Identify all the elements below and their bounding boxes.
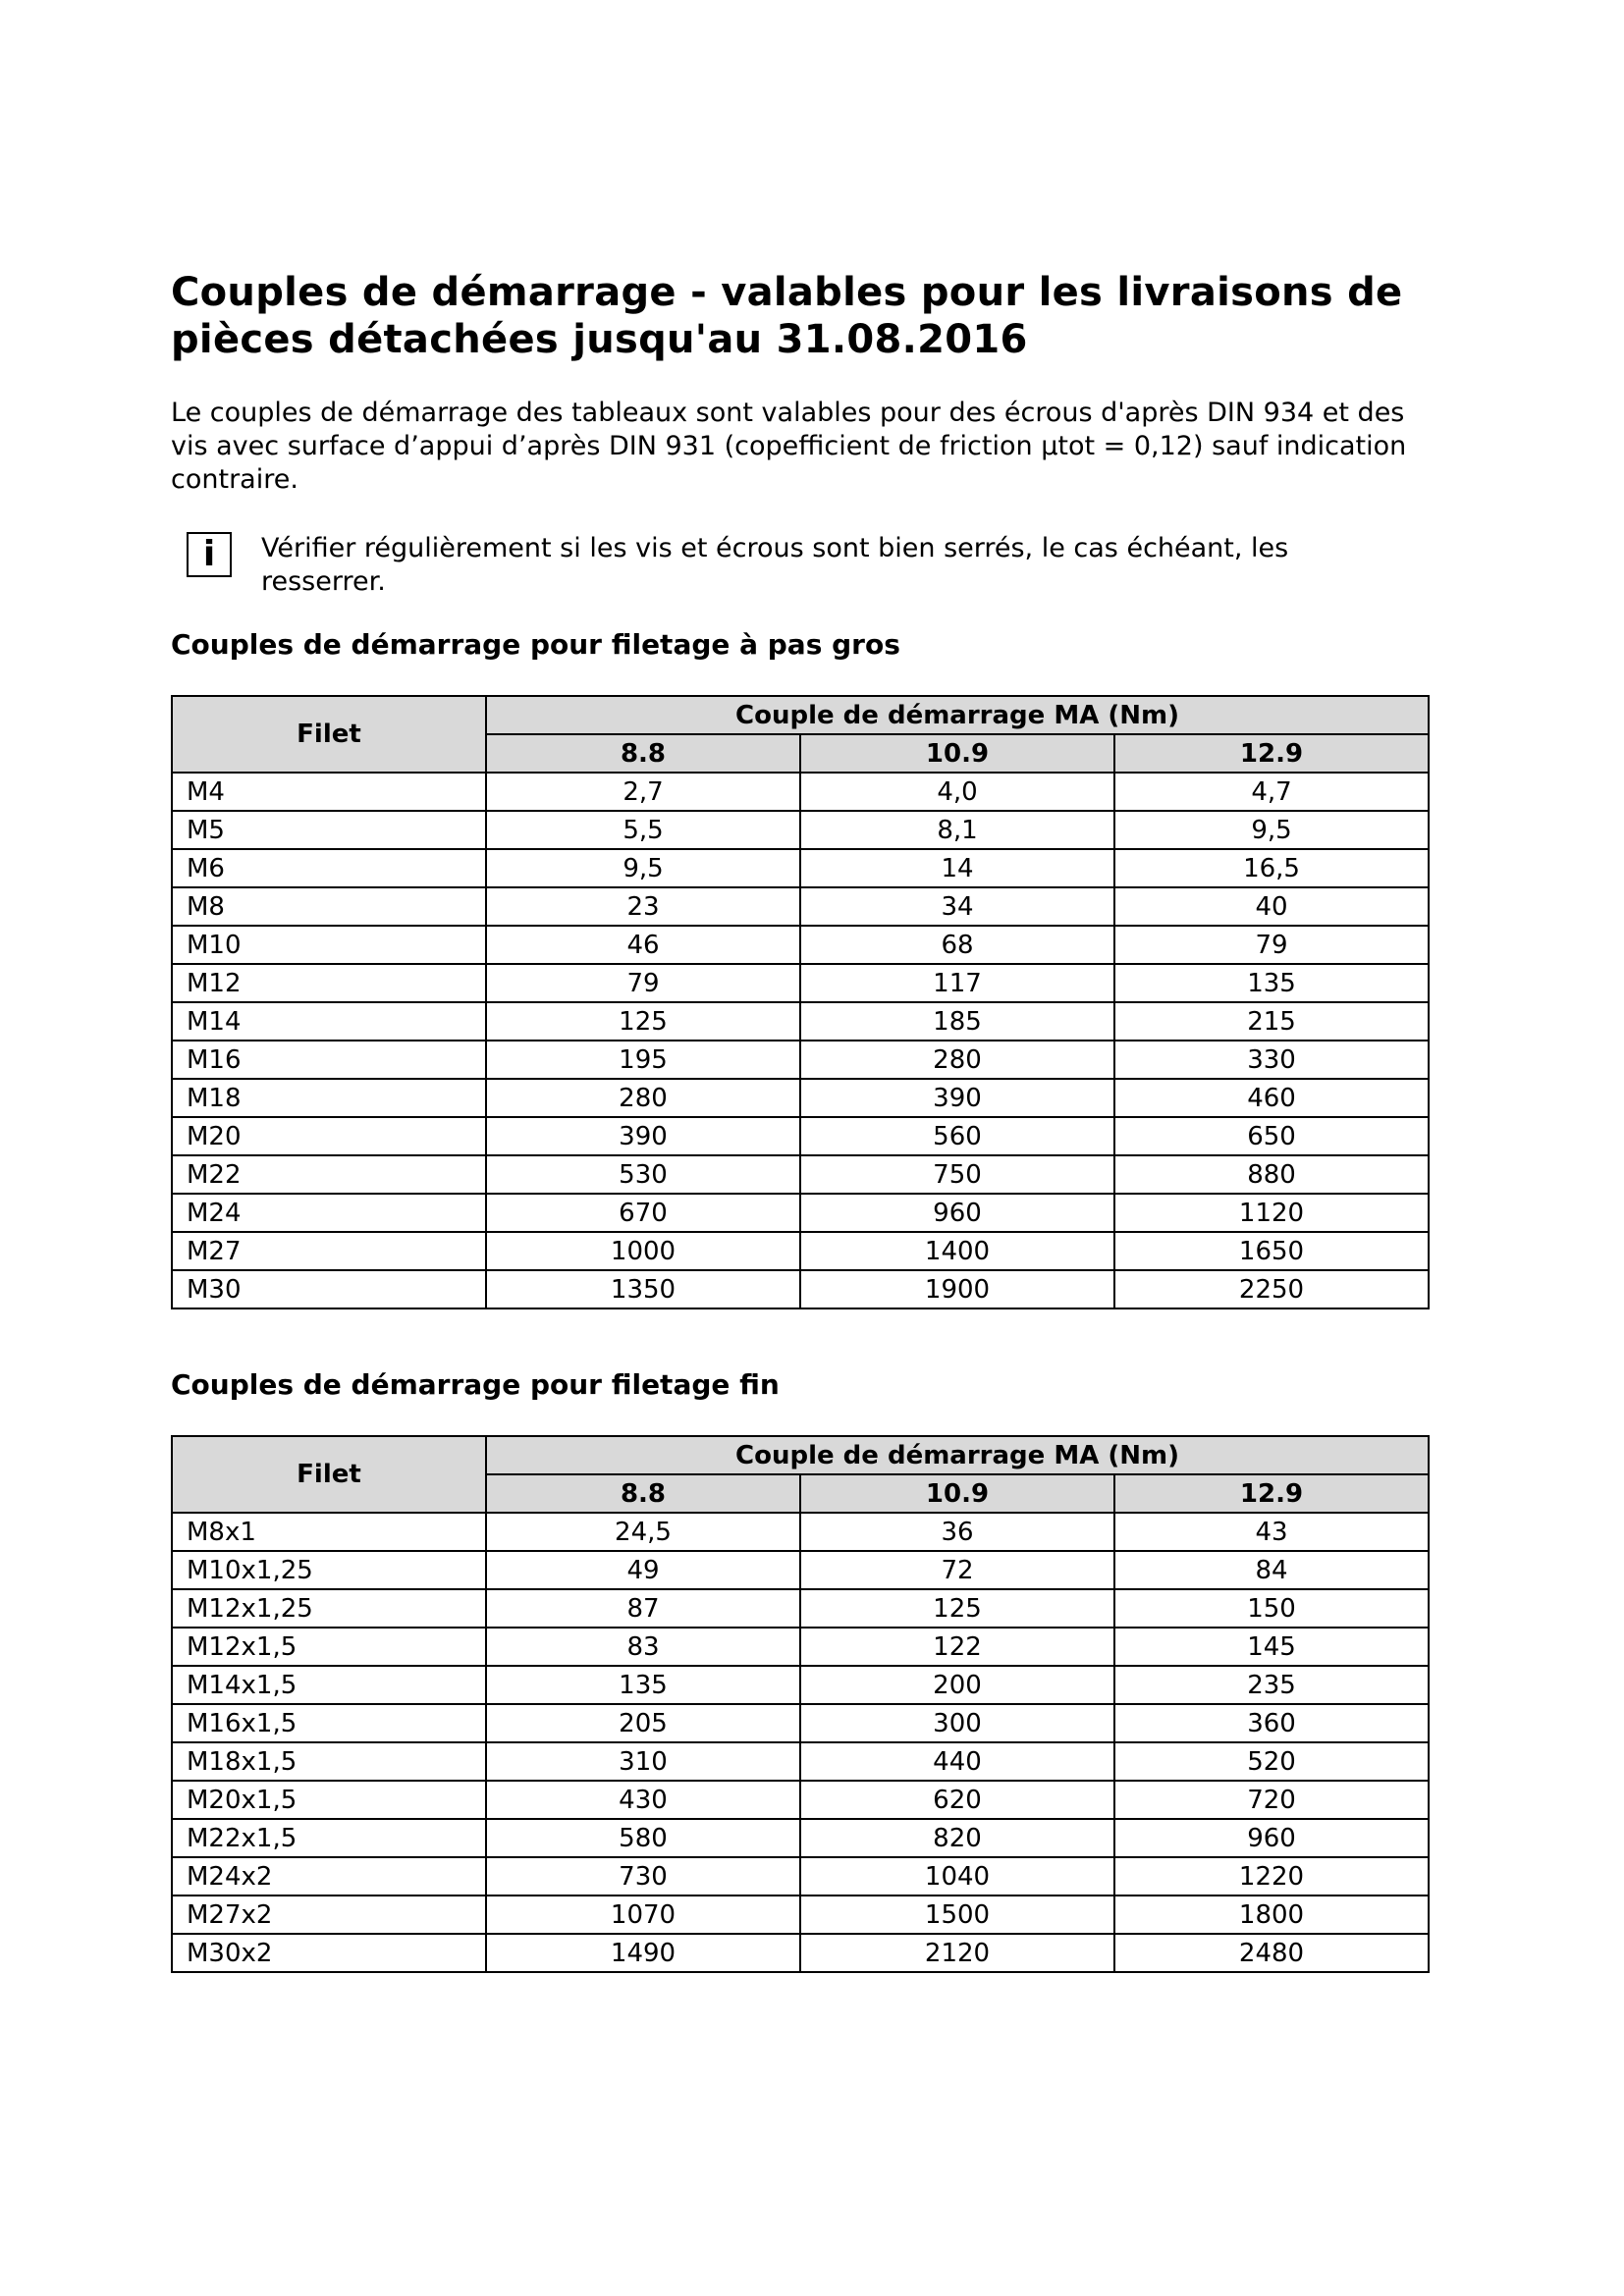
torque-value-cell: 730 xyxy=(486,1857,800,1896)
grade-header: 12.9 xyxy=(1114,734,1429,773)
grade-header: 10.9 xyxy=(800,734,1114,773)
coarse-thread-table xyxy=(171,695,1430,1309)
coarse-thread-heading: Couples de démarrage pour filetage à pas gros xyxy=(171,628,900,661)
torque-value-cell: 560 xyxy=(800,1117,1114,1155)
torque-value-cell: 4,0 xyxy=(800,773,1114,811)
table-row xyxy=(172,1270,1429,1308)
torque-value-cell: 68 xyxy=(800,926,1114,964)
thread-size-cell: M10x1,25 xyxy=(172,1551,486,1589)
grade-header: 8.8 xyxy=(486,734,800,773)
table-row xyxy=(172,811,1429,849)
info-note: Vérifier régulièrement si les vis et écrous sont bien serrés, le cas échéant, les resserrer. xyxy=(261,533,1289,597)
thread-size-cell: M20 xyxy=(172,1117,486,1155)
torque-value-cell: 125 xyxy=(486,1002,800,1041)
torque-value-cell: 145 xyxy=(1114,1628,1429,1666)
torque-value-cell: 620 xyxy=(800,1781,1114,1819)
torque-value-cell: 49 xyxy=(486,1551,800,1589)
torque-value-cell: 820 xyxy=(800,1819,1114,1857)
torque-value-cell: 34 xyxy=(800,887,1114,926)
table-row xyxy=(172,964,1429,1002)
torque-value-cell: 1900 xyxy=(800,1270,1114,1308)
table-row xyxy=(172,1155,1429,1194)
grade-header: 10.9 xyxy=(800,1474,1114,1513)
torque-value-cell: 530 xyxy=(486,1155,800,1194)
fine-table-body xyxy=(172,1513,1429,1972)
table-row xyxy=(172,1704,1429,1742)
thread-size-cell: M6 xyxy=(172,849,486,887)
torque-value-cell: 1350 xyxy=(486,1270,800,1308)
torque-value-cell: 2250 xyxy=(1114,1270,1429,1308)
torque-value-cell: 650 xyxy=(1114,1117,1429,1155)
torque-value-cell: 2,7 xyxy=(486,773,800,811)
torque-value-cell: 310 xyxy=(486,1742,800,1781)
intro-paragraph: Le couples de démarrage des tableaux sont valables pour des écrous d'après DIN 934 et des vis avec surface d’appui d’après DIN 931 (copefficient de friction µtot = 0,12) sauf indication contraire. xyxy=(171,398,1407,495)
page-title: Couples de démarrage - valables pour les livraisons de pièces détachées jusqu'au 31.08.2016 xyxy=(171,270,1403,362)
torque-value-cell: 84 xyxy=(1114,1551,1429,1589)
torque-value-cell: 23 xyxy=(486,887,800,926)
filet-header: Filet xyxy=(172,696,486,773)
torque-value-cell: 5,5 xyxy=(486,811,800,849)
table-row xyxy=(172,1819,1429,1857)
table-row xyxy=(172,1513,1429,1551)
torque-value-cell: 205 xyxy=(486,1704,800,1742)
thread-size-cell: M12x1,25 xyxy=(172,1589,486,1628)
table-row xyxy=(172,1232,1429,1270)
torque-value-cell: 280 xyxy=(800,1041,1114,1079)
thread-size-cell: M30x2 xyxy=(172,1934,486,1972)
torque-value-cell: 200 xyxy=(800,1666,1114,1704)
thread-size-cell: M30 xyxy=(172,1270,486,1308)
torque-value-cell: 79 xyxy=(1114,926,1429,964)
grade-header: 12.9 xyxy=(1114,1474,1429,1513)
torque-value-cell: 1650 xyxy=(1114,1232,1429,1270)
torque-value-cell: 460 xyxy=(1114,1079,1429,1117)
table-row xyxy=(172,1781,1429,1819)
torque-value-cell: 960 xyxy=(800,1194,1114,1232)
torque-value-cell: 520 xyxy=(1114,1742,1429,1781)
torque-value-cell: 9,5 xyxy=(486,849,800,887)
torque-value-cell: 122 xyxy=(800,1628,1114,1666)
torque-value-cell: 72 xyxy=(800,1551,1114,1589)
thread-size-cell: M18x1,5 xyxy=(172,1742,486,1781)
torque-value-cell: 1120 xyxy=(1114,1194,1429,1232)
torque-value-cell: 36 xyxy=(800,1513,1114,1551)
thread-size-cell: M10 xyxy=(172,926,486,964)
table-row xyxy=(172,887,1429,926)
torque-value-cell: 1500 xyxy=(800,1896,1114,1934)
thread-size-cell: M8 xyxy=(172,887,486,926)
torque-value-cell: 14 xyxy=(800,849,1114,887)
filet-header: Filet xyxy=(172,1436,486,1513)
grade-header: 8.8 xyxy=(486,1474,800,1513)
torque-value-cell: 24,5 xyxy=(486,1513,800,1551)
torque-group-header: Couple de démarrage MA (Nm) xyxy=(486,1436,1429,1474)
thread-size-cell: M16x1,5 xyxy=(172,1704,486,1742)
torque-value-cell: 1040 xyxy=(800,1857,1114,1896)
coarse-table-body xyxy=(172,773,1429,1308)
table-row xyxy=(172,1666,1429,1704)
torque-value-cell: 1800 xyxy=(1114,1896,1429,1934)
torque-value-cell: 390 xyxy=(486,1117,800,1155)
table-row xyxy=(172,1857,1429,1896)
thread-size-cell: M16 xyxy=(172,1041,486,1079)
thread-size-cell: M12 xyxy=(172,964,486,1002)
torque-value-cell: 215 xyxy=(1114,1002,1429,1041)
torque-value-cell: 2480 xyxy=(1114,1934,1429,1972)
torque-value-cell: 4,7 xyxy=(1114,773,1429,811)
torque-value-cell: 720 xyxy=(1114,1781,1429,1819)
torque-value-cell: 880 xyxy=(1114,1155,1429,1194)
torque-group-header: Couple de démarrage MA (Nm) xyxy=(486,696,1429,734)
thread-size-cell: M14 xyxy=(172,1002,486,1041)
thread-size-cell: M8x1 xyxy=(172,1513,486,1551)
torque-value-cell: 1220 xyxy=(1114,1857,1429,1896)
info-icon: i xyxy=(187,532,232,577)
torque-value-cell: 185 xyxy=(800,1002,1114,1041)
torque-value-cell: 430 xyxy=(486,1781,800,1819)
torque-value-cell: 135 xyxy=(1114,964,1429,1002)
torque-value-cell: 79 xyxy=(486,964,800,1002)
thread-size-cell: M22x1,5 xyxy=(172,1819,486,1857)
thread-size-cell: M4 xyxy=(172,773,486,811)
torque-value-cell: 960 xyxy=(1114,1819,1429,1857)
torque-value-cell: 360 xyxy=(1114,1704,1429,1742)
thread-size-cell: M22 xyxy=(172,1155,486,1194)
torque-value-cell: 117 xyxy=(800,964,1114,1002)
thread-size-cell: M27 xyxy=(172,1232,486,1270)
table-row xyxy=(172,1117,1429,1155)
torque-value-cell: 9,5 xyxy=(1114,811,1429,849)
table-row xyxy=(172,1002,1429,1041)
torque-value-cell: 235 xyxy=(1114,1666,1429,1704)
thread-size-cell: M12x1,5 xyxy=(172,1628,486,1666)
torque-value-cell: 87 xyxy=(486,1589,800,1628)
table-row xyxy=(172,1589,1429,1628)
fine-thread-table xyxy=(171,1435,1430,1973)
torque-value-cell: 390 xyxy=(800,1079,1114,1117)
thread-size-cell: M20x1,5 xyxy=(172,1781,486,1819)
fine-thread-heading: Couples de démarrage pour filetage fin xyxy=(171,1368,780,1401)
torque-value-cell: 580 xyxy=(486,1819,800,1857)
torque-value-cell: 670 xyxy=(486,1194,800,1232)
torque-value-cell: 83 xyxy=(486,1628,800,1666)
torque-value-cell: 300 xyxy=(800,1704,1114,1742)
table-row xyxy=(172,1041,1429,1079)
table-row xyxy=(172,1742,1429,1781)
torque-value-cell: 135 xyxy=(486,1666,800,1704)
torque-value-cell: 330 xyxy=(1114,1041,1429,1079)
table-row xyxy=(172,1551,1429,1589)
torque-value-cell: 8,1 xyxy=(800,811,1114,849)
torque-value-cell: 440 xyxy=(800,1742,1114,1781)
torque-value-cell: 2120 xyxy=(800,1934,1114,1972)
thread-size-cell: M24 xyxy=(172,1194,486,1232)
torque-value-cell: 16,5 xyxy=(1114,849,1429,887)
torque-value-cell: 750 xyxy=(800,1155,1114,1194)
thread-size-cell: M18 xyxy=(172,1079,486,1117)
torque-value-cell: 43 xyxy=(1114,1513,1429,1551)
thread-size-cell: M5 xyxy=(172,811,486,849)
torque-value-cell: 150 xyxy=(1114,1589,1429,1628)
thread-size-cell: M24x2 xyxy=(172,1857,486,1896)
table-row xyxy=(172,773,1429,811)
thread-size-cell: M27x2 xyxy=(172,1896,486,1934)
torque-value-cell: 195 xyxy=(486,1041,800,1079)
table-row xyxy=(172,1628,1429,1666)
torque-value-cell: 46 xyxy=(486,926,800,964)
torque-value-cell: 125 xyxy=(800,1589,1114,1628)
table-row xyxy=(172,1079,1429,1117)
torque-value-cell: 1400 xyxy=(800,1232,1114,1270)
table-row xyxy=(172,926,1429,964)
table-row xyxy=(172,849,1429,887)
torque-value-cell: 1070 xyxy=(486,1896,800,1934)
thread-size-cell: M14x1,5 xyxy=(172,1666,486,1704)
torque-value-cell: 280 xyxy=(486,1079,800,1117)
table-row xyxy=(172,1194,1429,1232)
table-row xyxy=(172,1934,1429,1972)
table-row xyxy=(172,1896,1429,1934)
torque-value-cell: 1490 xyxy=(486,1934,800,1972)
torque-value-cell: 40 xyxy=(1114,887,1429,926)
torque-value-cell: 1000 xyxy=(486,1232,800,1270)
